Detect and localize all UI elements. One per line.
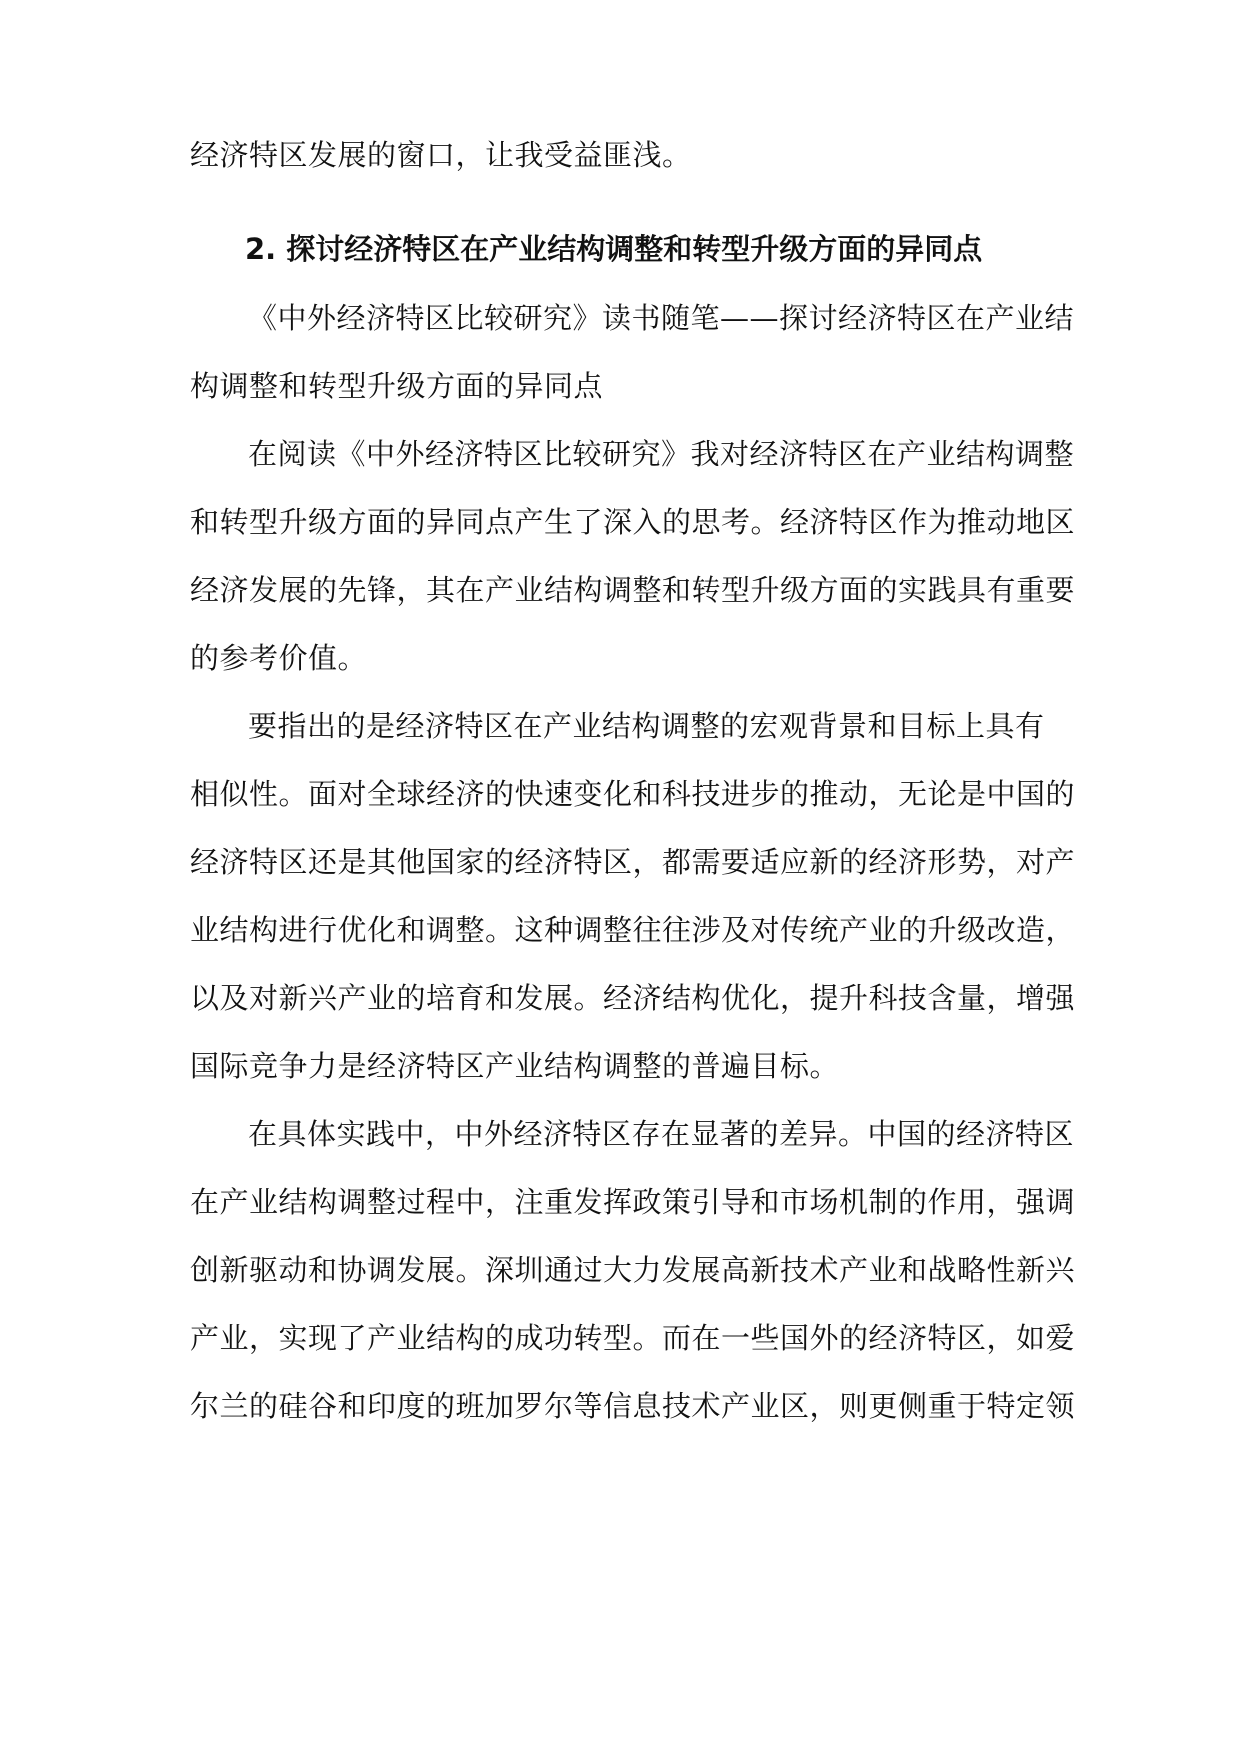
text-line: 在产业结构调整过程中，注重发挥政策引导和市场机制的作用，强调: [190, 1185, 1076, 1219]
text-line: 在阅读《中外经济特区比较研究》我对经济特区在产业结构调整: [248, 437, 1075, 471]
text-line: 要指出的是经济特区在产业结构调整的宏观背景和目标上具有: [248, 709, 1045, 743]
text-line: 相似性。面对全球经济的快速变化和科技进步的推动，无论是中国的: [190, 777, 1076, 811]
text-line: 经济特区还是其他国家的经济特区，都需要适应新的经济形势，对产: [190, 845, 1076, 879]
text-line: 经济特区发展的窗口，让我受益匪浅。: [190, 138, 692, 172]
text-line: 以及对新兴产业的培育和发展。经济结构优化，提升科技含量，增强: [190, 981, 1076, 1015]
text-line: 经济发展的先锋，其在产业结构调整和转型升级方面的实践具有重要: [190, 573, 1076, 607]
text-line: 产业，实现了产业结构的成功转型。而在一些国外的经济特区，如爱: [190, 1321, 1076, 1355]
section-heading: 2. 探讨经济特区在产业结构调整和转型升级方面的异同点: [245, 232, 983, 266]
text-line: 在具体实践中，中外经济特区存在显著的差异。中国的经济特区: [248, 1117, 1075, 1151]
text-line: 构调整和转型升级方面的异同点: [190, 369, 604, 403]
text-line: 业结构进行优化和调整。这种调整往往涉及对传统产业的升级改造，: [190, 913, 1076, 947]
text-line: 尔兰的硅谷和印度的班加罗尔等信息技术产业区，则更侧重于特定领: [190, 1389, 1076, 1423]
text-line: 的参考价值。: [190, 641, 368, 675]
text-line: 国际竞争力是经济特区产业结构调整的普遍目标。: [190, 1049, 840, 1083]
text-line: 创新驱动和协调发展。深圳通过大力发展高新技术产业和战略性新兴: [190, 1253, 1076, 1287]
text-line: 《中外经济特区比较研究》读书随笔——探讨经济特区在产业结: [248, 301, 1075, 335]
text-line: 和转型升级方面的异同点产生了深入的思考。经济特区作为推动地区: [190, 505, 1076, 539]
